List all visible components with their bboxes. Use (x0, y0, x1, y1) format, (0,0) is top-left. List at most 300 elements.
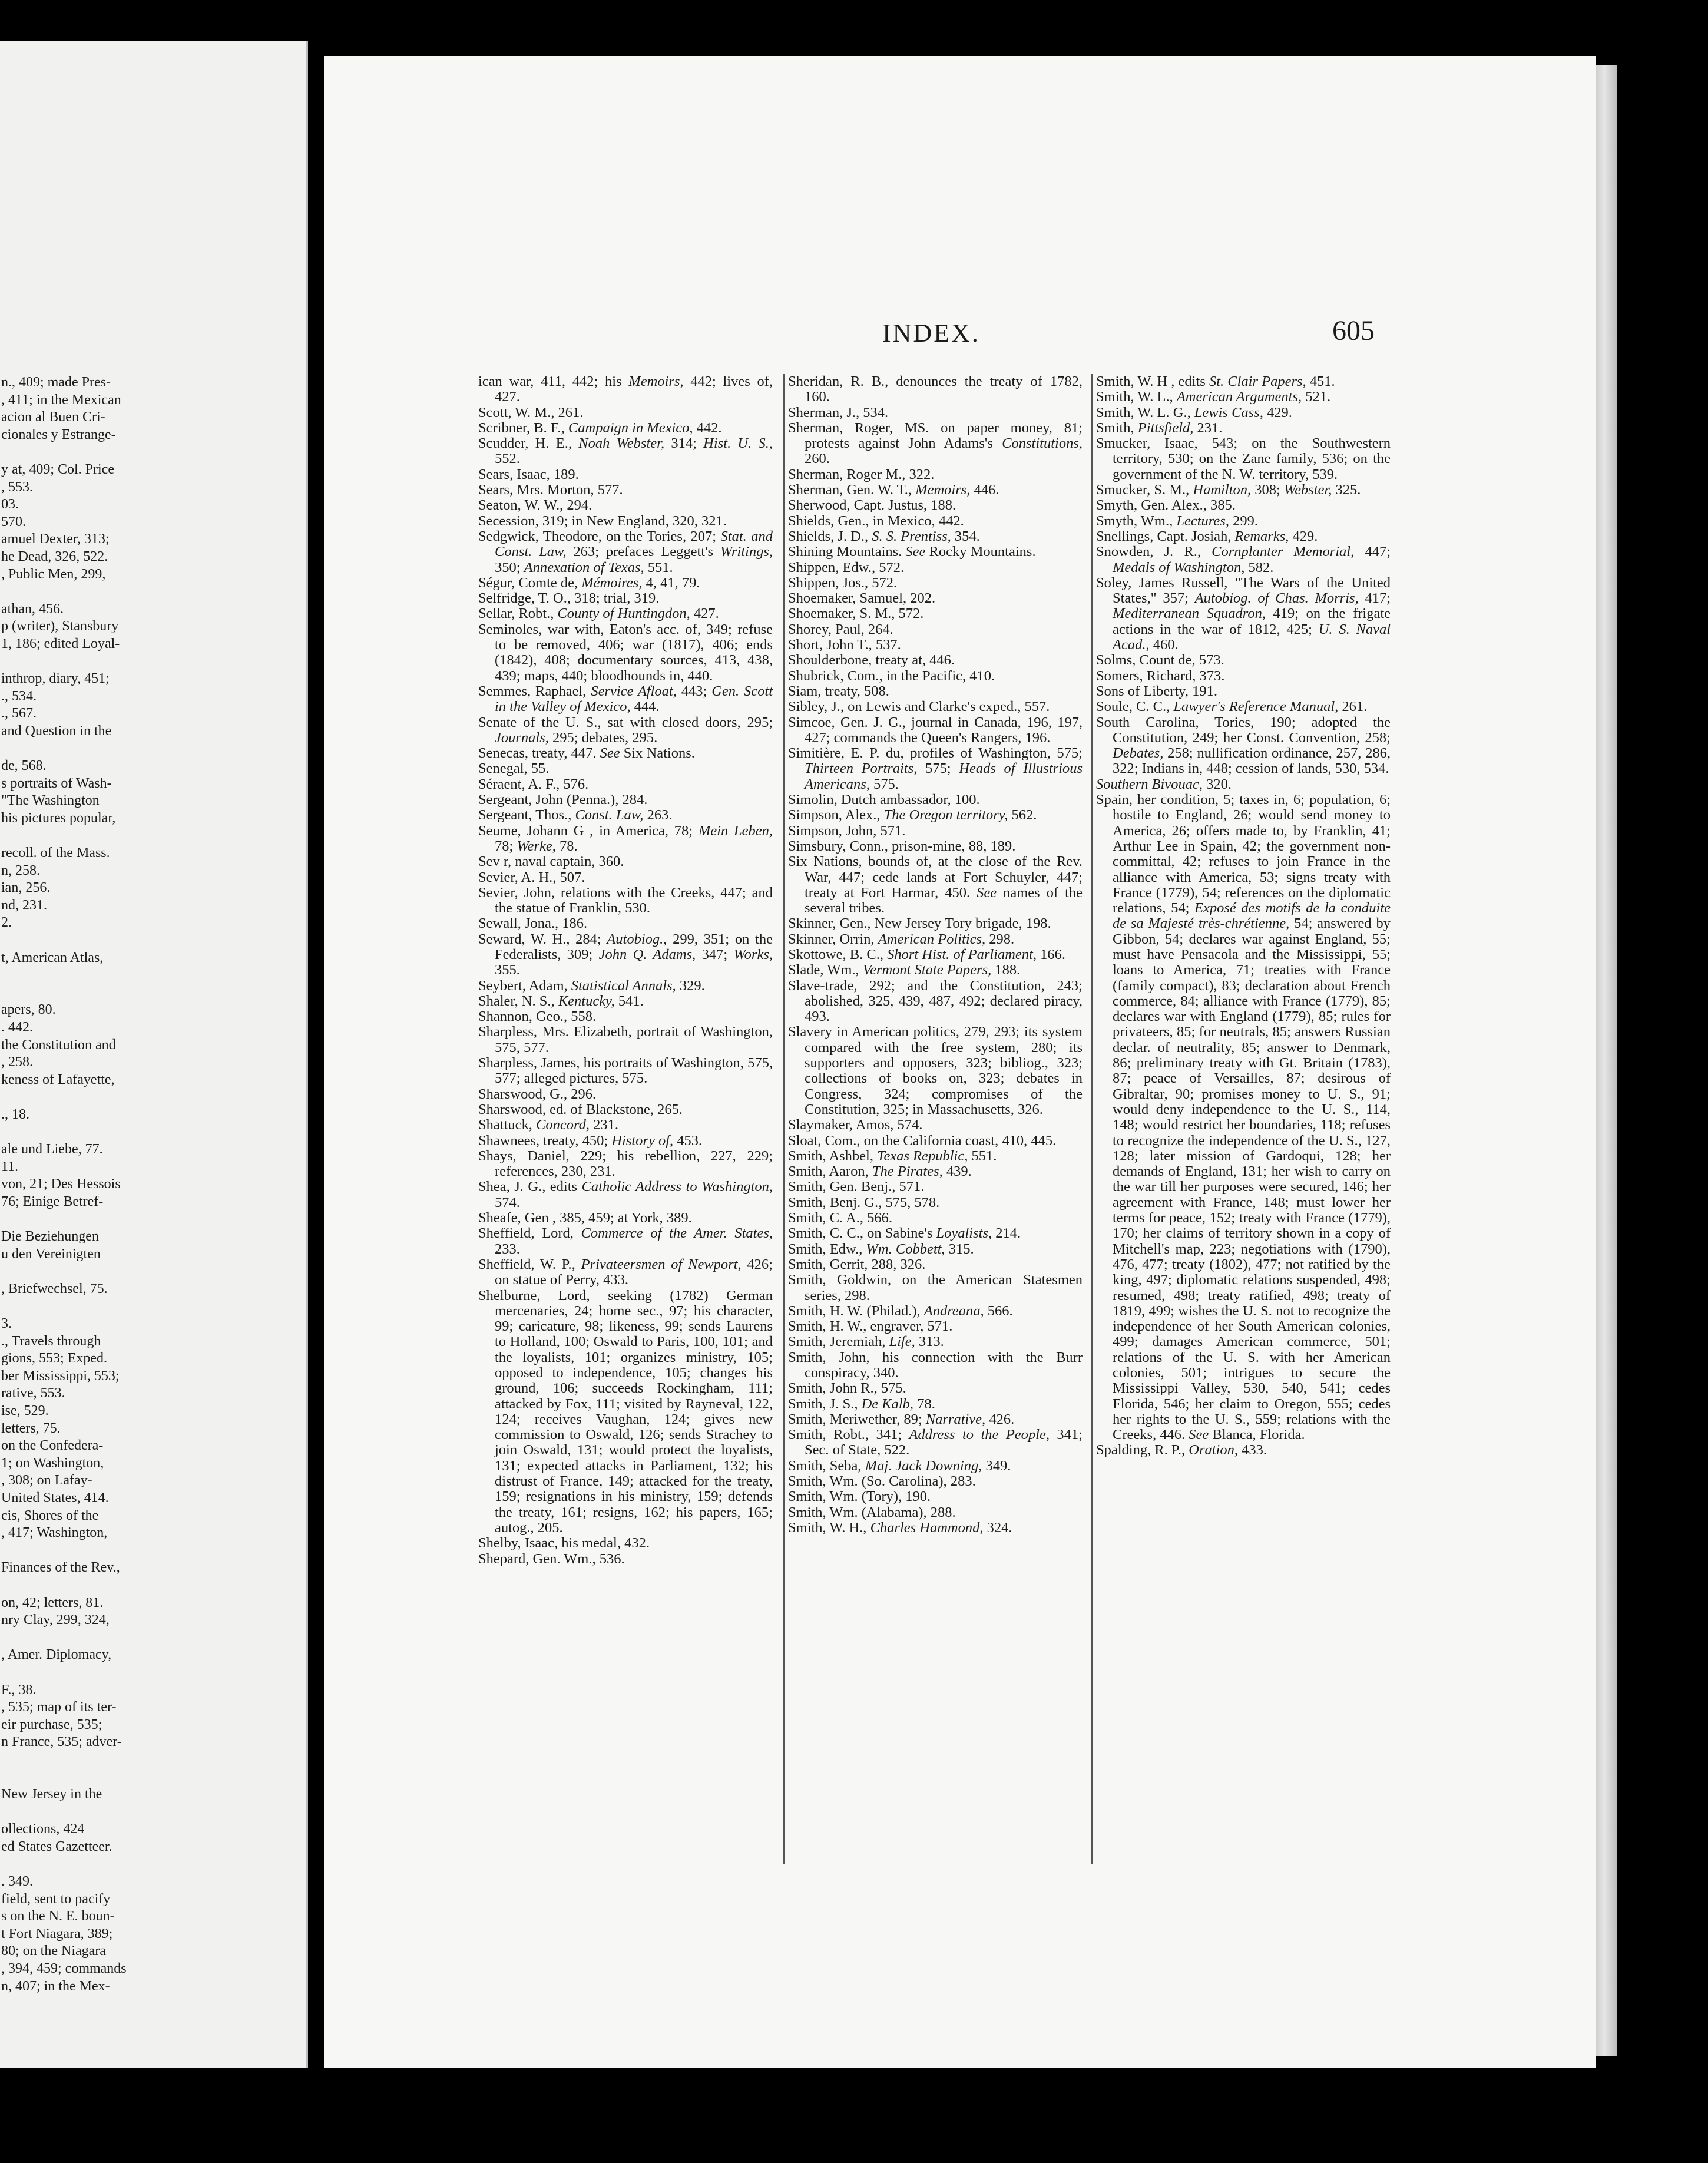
index-entry (478, 854, 773, 869)
index-entry (788, 947, 1083, 963)
index-entry-text: Sharswood, ed. of Blackstone, 265. (478, 1101, 683, 1117)
index-entry-text: 188. (991, 962, 1021, 978)
index-entry-text: 260. (805, 451, 830, 467)
index-entry-title: Cornplanter Memorial, (1212, 544, 1355, 560)
index-entry-text: 78; (495, 838, 517, 854)
index-entry (788, 467, 1083, 482)
index-entry-text: Smyth, Gen. Alex., 385. (1096, 497, 1236, 514)
index-entry-text: 442; lives of, 427. (495, 373, 773, 405)
index-entry (478, 684, 773, 715)
index-entry-title: See (905, 544, 926, 560)
index-entry-text: 551. (968, 1147, 997, 1164)
index-entry-text: Snellings, Capt. Josiah, (1096, 528, 1235, 544)
index-entry-text: Seume, Johann G , in America, 78; (478, 822, 699, 839)
left-page-line (0, 1664, 306, 1682)
index-entry (478, 1149, 773, 1180)
left-page-line (0, 1263, 306, 1281)
index-entry-text: Smith, John, his connection with the Burr conspiracy, 340. (788, 1349, 1083, 1381)
index-entry-text: Sheffield, Lord, (478, 1225, 581, 1242)
index-entry-text: Sharswood, G., 296. (478, 1086, 597, 1102)
index-entry (788, 498, 1083, 513)
index-entry-text: Sears, Isaac, 189. (478, 466, 579, 482)
index-entry (1096, 576, 1391, 653)
index-entry (478, 514, 773, 529)
index-entry (788, 1304, 1083, 1319)
index-entry (788, 606, 1083, 621)
index-entry-title: Vermont State Papers, (862, 962, 992, 978)
index-entry-text: Senecas, treaty, 447. (478, 745, 600, 762)
index-entry-text: 350; (495, 559, 524, 576)
index-entry-text: Skinner, Gen., New Jersey Tory brigade, 198. (788, 915, 1051, 932)
index-entry-text: Sheffield, W. P., (478, 1256, 581, 1272)
left-page-line: ian, 256. (1, 880, 51, 896)
index-entry-text: 298. (985, 931, 1015, 947)
index-entry-text: Sevier, John, relations with the Creeks, 447; and the statue of Franklin, 530. (478, 884, 773, 917)
index-entry (788, 637, 1083, 653)
index-entry (1096, 715, 1391, 777)
page-title: INDEX. (882, 319, 980, 348)
index-entry-title: Life, (889, 1334, 915, 1350)
index-entry-title: Commerce of the Amer. States, (581, 1225, 773, 1242)
index-entry-title: Narrative, (925, 1411, 986, 1427)
left-page-line (0, 1298, 306, 1315)
index-entry-text: Smith, C. A., 566. (788, 1210, 892, 1226)
index-entry (478, 1552, 773, 1567)
index-entry-title: Concord, (536, 1117, 590, 1133)
index-entry-text: Sibley, J., on Lewis and Clarke's exped., 557. (788, 699, 1050, 715)
index-entry-text: 329. (676, 977, 705, 994)
index-entry-text: Sergeant, John (Penna.), 284. (478, 792, 648, 808)
left-page-line: 03. (1, 497, 19, 512)
index-entry-title: Autobiog. of Chas. Morris, (1194, 590, 1359, 607)
index-entry (478, 916, 773, 931)
left-page-line (0, 1769, 306, 1787)
index-entry-text: 575. (869, 776, 899, 792)
index-entry-text: 78. (555, 838, 578, 854)
index-entry-text: Smucker, S. M., (1096, 482, 1193, 498)
index-entry (478, 436, 773, 467)
index-entry (478, 482, 773, 498)
index-entry-text: Smith, H. W. (Philad.), (788, 1302, 924, 1319)
left-page-line (0, 932, 306, 950)
index-entry (478, 421, 773, 436)
left-page-line: apers, 80. (1, 1002, 56, 1018)
index-entry (788, 529, 1083, 544)
index-entry-text: Soule, C. C., (1096, 699, 1174, 715)
index-entry (478, 1102, 773, 1117)
left-page-line: 80; on the Niagara (1, 1943, 106, 1959)
index-entry-text: Shoemaker, Samuel, 202. (788, 590, 936, 607)
index-entry-text: Skinner, Orrin, (788, 931, 878, 947)
index-entry-text: Rocky Mountains. (925, 544, 1036, 560)
index-entry-text: Six Nations. (620, 745, 695, 762)
index-entry-text: Shattuck, (478, 1117, 536, 1133)
index-entry-text: Sherman, Roger M., 322. (788, 466, 935, 482)
index-entry-text: Smith, Aaron, (788, 1163, 872, 1180)
index-entry (478, 932, 773, 978)
index-entry (478, 1179, 773, 1211)
index-entry-title: Oration, (1189, 1442, 1238, 1458)
index-entry-text: Smith, Goldwin, on the American Statesmen series, 298. (788, 1272, 1083, 1304)
index-entry (788, 932, 1083, 947)
left-page-line: n France, 535; adver- (1, 1734, 122, 1750)
left-page-line: and Question in the (1, 723, 112, 739)
index-entry-text: Selfridge, T. O., 318; trial, 319. (478, 590, 660, 607)
index-entry-text: 263. (643, 807, 673, 823)
left-page-line: eir purchase, 535; (1, 1716, 102, 1732)
index-entry-text: 214. (992, 1225, 1021, 1242)
index-entry-text: 453. (673, 1132, 703, 1149)
index-entry (478, 1536, 773, 1551)
index-entry-title: Lawyer's Reference Manual, (1173, 699, 1339, 715)
index-entry (788, 808, 1083, 823)
index-entry-title: Noah Webster, (578, 435, 665, 452)
left-page-line: gions, 553; Exped. (1, 1351, 107, 1367)
index-entry-title: Charles Hammond, (870, 1519, 984, 1536)
index-entry-title: John Q. Adams, (598, 946, 696, 963)
index-entry (788, 1242, 1083, 1257)
index-page (324, 56, 1596, 2068)
index-entry-title: Address to the People, (909, 1427, 1050, 1443)
index-entry-title: Journals, (495, 729, 549, 746)
index-entry (1096, 792, 1391, 1443)
index-entry (1096, 389, 1391, 405)
index-entry-text: 427. (690, 606, 719, 622)
index-entry-title: Catholic Address to Washington, (581, 1179, 773, 1195)
index-entry-text: Sheafe, Gen , 385, 459; at York, 389. (478, 1210, 692, 1226)
index-entry-text: Shippen, Jos., 572. (788, 574, 898, 591)
index-entry-text: Séraent, A. F., 576. (478, 776, 589, 792)
index-entry-title: Memoirs, (628, 373, 684, 389)
index-entry (788, 715, 1083, 746)
index-entry-text: Sellar, Robt., (478, 606, 558, 622)
index-entry-text: 233. (495, 1241, 520, 1257)
index-entry-title: Memoirs, (915, 482, 971, 498)
index-entry (788, 374, 1083, 405)
index-entry-text: 426. (985, 1411, 1015, 1427)
index-entry-text: Skottowe, B. C., (788, 946, 888, 963)
index-entry-text: Sev r, naval captain, 360. (478, 854, 624, 870)
index-entry-text: 575; (917, 760, 959, 777)
index-entry-text: Smith, Gen. Benj., 571. (788, 1179, 925, 1195)
index-entry (478, 1133, 773, 1149)
index-entry-text: 429. (1263, 404, 1292, 421)
left-page-line: 1; on Washington, (1, 1455, 104, 1471)
left-page-line: 76; Einige Betref- (1, 1193, 104, 1209)
index-entry (1096, 653, 1391, 668)
index-entry-text: Shining Mountains. (788, 544, 906, 560)
left-page-line: ollections, 424 (1, 1821, 85, 1837)
index-entry-text: Smith, (1096, 419, 1138, 436)
index-entry-text: 263; prefaces Leggett's (566, 544, 720, 560)
left-page-line: , 411; in the Mexican (1, 392, 121, 408)
index-entry (478, 1056, 773, 1087)
index-entry (788, 421, 1083, 467)
index-column-3 (1096, 374, 1391, 1458)
index-entry-text: Sloat, Com., on the California coast, 410, 445. (788, 1132, 1057, 1149)
index-entry (1096, 405, 1391, 421)
left-page-line: amuel Dexter, 313; (1, 531, 110, 547)
index-entry-text: 320. (1203, 776, 1232, 792)
left-page-line: , 394, 459; commands (1, 1961, 127, 1977)
index-entry-text: 447; (1354, 544, 1391, 560)
index-entry-text: Smith, Gerrit, 288, 326. (788, 1256, 926, 1272)
left-page-line: , 308; on Lafay- (1, 1473, 92, 1489)
index-entry-title: Andreana, (923, 1302, 984, 1319)
left-page-line: von, 21; Des Hessois (1, 1176, 121, 1192)
index-entry-title: Writings, (720, 544, 773, 560)
index-entry-text: 315. (945, 1241, 974, 1257)
index-entry-text: Slade, Wm., (788, 962, 863, 978)
left-page-line: athan, 456. (1, 601, 64, 617)
index-entry (478, 576, 773, 591)
index-entry (478, 1024, 773, 1056)
left-page-line (0, 444, 306, 461)
left-page-line: ed States Gazetteer. (1, 1838, 112, 1854)
index-entry (1096, 374, 1391, 389)
left-page-line: he Dead, 326, 522. (1, 548, 108, 564)
index-entry-text: 299, 351; on the Federalists, 309; (495, 931, 773, 963)
index-entry (788, 1024, 1083, 1117)
index-entry-text: Sears, Mrs. Morton, 577. (478, 482, 623, 498)
index-entry-text: Smith, Meriwether, 89; (788, 1411, 926, 1427)
index-entry-text: Shays, Daniel, 229; his rebellion, 227, 229; references, 230, 231. (478, 1147, 773, 1180)
index-entry-text: Slaymaker, Amos, 574. (788, 1117, 923, 1133)
index-entry-text: Shippen, Edw., 572. (788, 559, 905, 576)
index-entry-title: American Arguments, (1176, 389, 1302, 405)
left-page-line (0, 827, 306, 845)
left-page-line: ale und Liebe, 77. (1, 1142, 103, 1157)
index-entry-text: Smith, Wm. (So. Carolina), 283. (788, 1473, 976, 1490)
index-entry-text: Smith, W. L. G., (1096, 404, 1194, 421)
index-entry-text: 419; on the frigate actions in the war of 1812, 425; (1113, 606, 1391, 637)
left-page-line: ., Travels through (1, 1333, 101, 1349)
left-page-line: his pictures popular, (1, 810, 116, 826)
index-entry (788, 1412, 1083, 1427)
index-entry-text: ican war, 411, 442; his (478, 373, 629, 389)
index-entry (478, 1257, 773, 1288)
index-entry-text: Slave-trade, 292; and the Constitution, 243; abolished, 325, 439, 487, 492; declared piracy, 493. (788, 977, 1083, 1025)
left-page-line: on the Confedera- (1, 1438, 104, 1454)
index-entry-title: Hamilton, (1193, 482, 1252, 498)
index-entry (788, 1133, 1083, 1149)
index-entry (788, 1226, 1083, 1241)
index-entry-text: 442. (693, 419, 722, 436)
index-column-2 (788, 374, 1083, 1536)
index-entry-text: Smith, Jeremiah, (788, 1334, 889, 1350)
index-entry-text: 313. (915, 1334, 944, 1350)
index-entry-text: Scott, W. M., 261. (478, 404, 584, 421)
index-entry (1096, 1443, 1391, 1458)
left-page-line: n, 407; in the Mex- (1, 1978, 110, 1994)
left-page-line: the Constitution and (1, 1037, 116, 1053)
index-entry-title: Statistical Annals, (571, 977, 676, 994)
index-entry (788, 963, 1083, 978)
index-entry-text: Snowden, J. R., (1096, 544, 1212, 560)
index-entry-text: 433. (1237, 1442, 1267, 1458)
index-entry-title: St. Clair Papers, (1209, 373, 1306, 389)
left-page-line: t Fort Niagara, 389; (1, 1926, 113, 1942)
index-entry-text: Smith, Ashbel, (788, 1147, 878, 1164)
index-entry (788, 746, 1083, 792)
left-page-line: p (writer), Stansbury (1, 619, 119, 634)
left-page-line: New Jersey in the (1, 1787, 102, 1802)
index-entry-text: Smith, Benj. G., 575, 578. (788, 1194, 940, 1211)
index-entry-text: 443; (676, 683, 712, 699)
index-entry-title: Southern Bivouac, (1096, 776, 1203, 792)
index-entry (788, 839, 1083, 854)
index-entry-title: County of Huntingdon, (557, 606, 690, 622)
left-page-line: keness of Lafayette, (1, 1071, 115, 1087)
index-entry-title: Maj. Jack Downing, (865, 1457, 982, 1474)
index-entry-text: Sevier, A. H., 507. (478, 869, 585, 885)
index-entry (478, 994, 773, 1009)
left-page-line: nd, 231. (1, 897, 47, 913)
index-entry-text: Seybert, Adam, (478, 977, 571, 994)
index-entry-text: Smith, J. S., (788, 1395, 862, 1412)
index-entry-text: 308; (1251, 482, 1284, 498)
index-entry (788, 482, 1083, 498)
index-entry (788, 1195, 1083, 1211)
index-entry-text: Blanca, Florida. (1209, 1427, 1305, 1443)
index-entry-title: Autobiog., (607, 931, 667, 947)
index-entry-title: Loyalists, (936, 1225, 992, 1242)
index-entry-text: Smith, Wm. (Tory), 190. (788, 1489, 931, 1505)
index-entry (1096, 482, 1391, 498)
index-entry (1096, 436, 1391, 482)
index-entry (788, 1489, 1083, 1504)
index-entry-text: 166. (1036, 946, 1065, 963)
index-entry-text: 444. (630, 699, 660, 715)
index-entry-title: Hist. U. S., (703, 435, 773, 452)
index-entry-text: Somers, Richard, 373. (1096, 667, 1225, 684)
index-entry-text: 314; (664, 435, 704, 452)
left-page-line: inthrop, diary, 451; (1, 671, 110, 687)
index-entry (788, 1257, 1083, 1272)
left-page-line: , Public Men, 299, (1, 566, 106, 582)
index-entry (788, 699, 1083, 715)
left-page-line: 570. (1, 514, 26, 530)
index-entry (478, 746, 773, 761)
index-entry-text: South Carolina, Tories, 190; adopted the Constitution, 249; her Const. Convention, 258; (1096, 714, 1391, 746)
index-entry-title: Constitutions, (1002, 435, 1083, 452)
index-entry-text: Shelburne, Lord, seeking (1782) German mercenaries, 24; home sec., 97; his character, 99; caricature, 98; likeness, 99; sends Laurens to Holland, 100; Oswald to Paris, 100, 101; and the loyalists, 101; organizes ministry, 105; opposed to independence, 105; changes his ground, 106; succeeds Rockingham, 111; attacked by Fox, 111; visited by Rayneval, 122, 124; receives Vaughan, 124; gives new commission to Oswald, 126; sends Strachey to join Oswald, 131; would protect the loyalists, 131; expected attacks in Parliament, 132; his distrust of France, 149; attacked for the treaty, 159; resignations in his ministry, 159; defends the treaty, 161; resigns, 162; his papers, 165; autog., 205. (478, 1287, 773, 1536)
left-page-line (0, 1211, 306, 1229)
column-rule (783, 374, 785, 1864)
left-page-line: cionales y Estrange- (1, 426, 116, 442)
index-entry-text: 231. (589, 1117, 618, 1133)
index-entry-text: Senegal, 55. (478, 760, 550, 777)
index-entry-text: Sedgwick, Theodore, on the Tories, 207; (478, 528, 721, 544)
index-entry-title: Texas Republic, (877, 1147, 968, 1164)
left-page-line (0, 740, 306, 758)
index-entry (478, 885, 773, 917)
index-entry-text: Smith, H. W., engraver, 571. (788, 1318, 953, 1335)
index-entry (1096, 669, 1391, 684)
index-entry (788, 854, 1083, 916)
index-entry-text: Six Nations, bounds of, at the close of the Rev. War, 447; cede lands at Fort Schuyler, 447; treaty at Fort Harmar, 450. (788, 854, 1083, 901)
left-page-line: , 553. (1, 479, 33, 495)
index-entry-text: Shields, Gen., in Mexico, 442. (788, 512, 964, 529)
index-entry-text: 460. (1149, 637, 1179, 653)
index-entry-text: 541. (614, 993, 644, 1009)
index-entry (478, 870, 773, 885)
index-entry-text: 258; nullification ordinance, 257, 286, 322; Indians in, 448; cession of lands, 530, 534. (1113, 745, 1391, 777)
index-entry (788, 560, 1083, 576)
index-entry (478, 405, 773, 421)
index-entry-text: Shoemaker, S. M., 572. (788, 606, 924, 622)
index-entry (478, 1226, 773, 1257)
left-page-line: , 417; Washington, (1, 1525, 108, 1541)
index-entry (788, 622, 1083, 637)
index-entry-text: Simcoe, Gen. J. G., journal in Canada, 196, 197, 427; commands the Queen's Rangers, 196. (788, 714, 1083, 746)
index-entry (788, 1149, 1083, 1164)
index-entry-title: Campaign in Mexico, (568, 419, 693, 436)
index-entry (1096, 684, 1391, 699)
index-entry-text: Short, John T., 537. (788, 637, 901, 653)
left-page-line (0, 967, 306, 984)
index-entry-text: Simolin, Dutch ambassador, 100. (788, 792, 980, 808)
index-entry-text: Spalding, R. P., (1096, 1442, 1189, 1458)
index-entry-text: 325. (1332, 482, 1361, 498)
index-entry-title: Const. Law, (575, 807, 644, 823)
index-entry-text: Seminoles, war with, Eaton's acc. of, 349; refuse to be removed, 406; war (1817), 406; ends (1842), 408; documentary sources, 413, 438, 439; maps, 440; bloodhounds in, 440. (478, 621, 773, 684)
index-entry-text: 299. (1229, 512, 1258, 529)
left-page-line: n, 258. (1, 862, 40, 878)
left-page-line: n., 409; made Pres- (1, 375, 111, 390)
index-entry (478, 715, 773, 746)
index-entry (788, 1520, 1083, 1536)
index-entry-text: 552. (495, 451, 520, 467)
index-entry (478, 622, 773, 684)
left-page-line: letters, 75. (1, 1420, 61, 1436)
left-page-line: ber Mississippi, 553; (1, 1368, 120, 1384)
left-page-line: Finances of the Rev., (1, 1560, 120, 1576)
index-entry-text: Smith, W. H , edits (1096, 373, 1209, 389)
index-entry-text: Senate of the U. S., sat with closed doors, 295; (478, 714, 773, 730)
index-entry-title: Short Hist. of Parliament, (887, 946, 1037, 963)
index-entry-title: Kentucky, (558, 993, 615, 1009)
left-page-line: y at, 409; Col. Price (1, 461, 114, 477)
left-page-line: s on the N. E. boun- (1, 1909, 115, 1924)
index-entry (788, 1397, 1083, 1412)
index-entry-text: Shorey, Paul, 264. (788, 621, 893, 637)
left-page-line: recoll. of the Mass. (1, 845, 110, 861)
index-entry-text: 446. (970, 482, 999, 498)
left-page-line: , Briefwechsel, 75. (1, 1281, 108, 1297)
index-entry (788, 823, 1083, 839)
index-entry-title: Mediterranean Squadron, (1113, 606, 1266, 622)
left-page-line (0, 1629, 306, 1647)
left-page-line: 1, 186; edited Loyal- (1, 636, 120, 651)
index-entry-text: 4, 41, 79. (642, 574, 700, 591)
index-entry (788, 514, 1083, 529)
left-page-line: F., 38. (1, 1682, 37, 1698)
left-page-line: ., 534. (1, 688, 37, 704)
index-entry-title: See (1189, 1427, 1209, 1443)
index-entry-text: 426; on statue of Perry, 433. (495, 1256, 773, 1288)
left-page-line (0, 1577, 306, 1595)
index-entry-title: Privateersmen of Newport, (581, 1256, 742, 1272)
index-entry-text: 574. (495, 1194, 520, 1211)
index-entry-text: Shaler, N. S., (478, 993, 558, 1009)
index-entry-title: See (600, 745, 620, 762)
left-page-line: "The Washington (1, 793, 100, 809)
index-entry-text: Smith, W. H., (788, 1519, 870, 1536)
left-page-line: s portraits of Wash- (1, 775, 112, 791)
index-entry-text: 582. (1244, 559, 1274, 576)
left-page-line: nry Clay, 299, 324, (1, 1612, 110, 1628)
